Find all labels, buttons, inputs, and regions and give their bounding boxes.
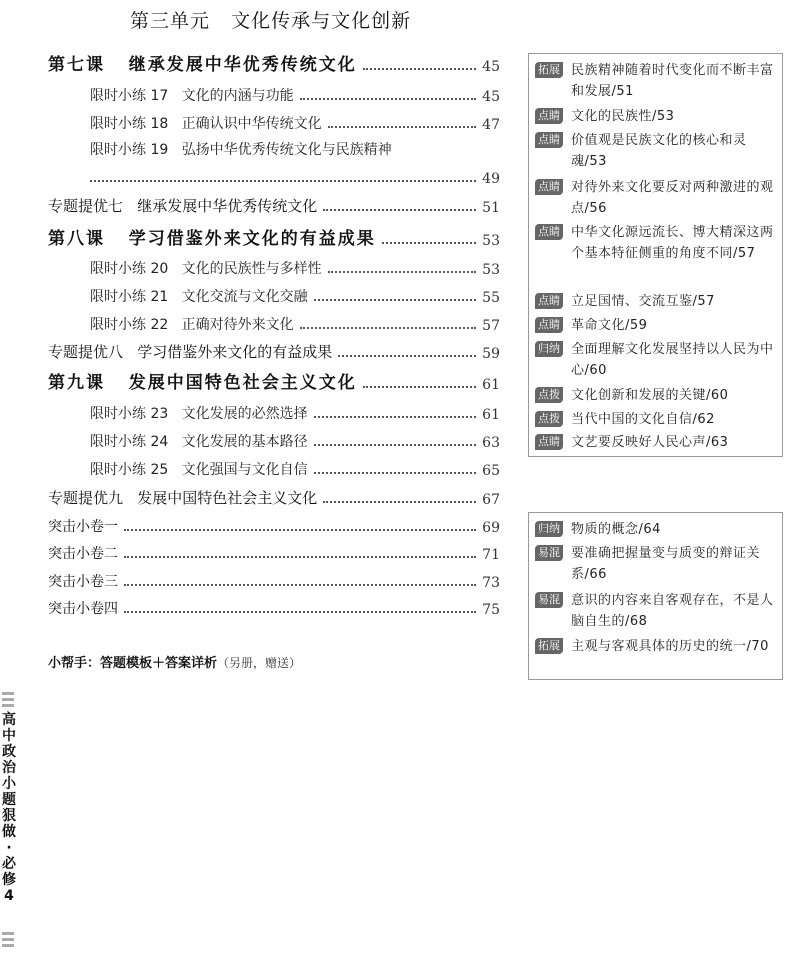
toc-label: 限时小练 17 文化的内涵与功能 xyxy=(90,88,294,104)
tip-badge: 点睛 xyxy=(535,293,563,309)
tip-text: 对待外来文化要反对两种激进的观点/56 xyxy=(571,180,774,216)
tip-text: 主观与客观具体的历史的统一/70 xyxy=(571,639,769,654)
toc-label: 限时小练 23 文化发展的必然选择 xyxy=(90,406,308,422)
tip-item xyxy=(535,315,779,336)
tip-badge: 归纳 xyxy=(535,341,563,357)
toc-drill xyxy=(90,284,500,306)
toc-drill xyxy=(90,457,500,479)
tip-item xyxy=(535,636,779,657)
tip-text: 民族精神随着时代变化而不断丰富和发展/51 xyxy=(571,63,774,99)
footer-extra: （另册，赠送） xyxy=(217,656,302,670)
toc-page: 51 xyxy=(482,200,500,216)
toc-label: 限时小练 18 正确认识中华传统文化 xyxy=(90,116,322,132)
tip-item xyxy=(535,106,779,127)
toc-page: 53 xyxy=(482,262,500,278)
tip-badge: 点睛 xyxy=(535,224,563,240)
tip-item xyxy=(535,543,779,585)
toc-drill xyxy=(90,256,500,278)
toc-drill xyxy=(90,83,500,105)
toc-lesson xyxy=(48,53,500,75)
toc-page: 63 xyxy=(482,435,500,451)
toc-label: 专题提优八 学习借鉴外来文化的有益成果 xyxy=(48,343,333,361)
toc-label: 限时小练 22 正确对待外来文化 xyxy=(90,317,294,333)
toc-page: 47 xyxy=(482,117,500,133)
toc-page: 45 xyxy=(482,89,500,105)
toc-label: 第七课 继承发展中华优秀传统文化 xyxy=(48,55,357,75)
toc-page: 61 xyxy=(482,377,500,393)
toc-page: 75 xyxy=(482,602,500,618)
tip-badge: 点拨 xyxy=(535,387,563,403)
toc-label: 第九课 发展中国特色社会主义文化 xyxy=(48,373,357,393)
spine-bar xyxy=(2,944,14,947)
tip-badge: 点拨 xyxy=(535,411,563,427)
toc-label: 专题提优九 发展中国特色社会主义文化 xyxy=(48,489,318,507)
toc-quiz xyxy=(48,514,500,536)
tip-text: 当代中国的文化自信/62 xyxy=(571,412,715,427)
tip-badge: 归纳 xyxy=(535,521,563,537)
toc-lesson xyxy=(48,371,500,393)
tip-item xyxy=(535,339,779,381)
toc-page: 65 xyxy=(482,463,500,479)
tip-badge: 易混 xyxy=(535,545,563,561)
toc-label: 突击小卷三 xyxy=(48,574,118,590)
toc-label: 限时小练 20 文化的民族性与多样性 xyxy=(90,261,322,277)
toc-page: 67 xyxy=(482,492,500,508)
toc-label: 限时小练 19 弘扬中华优秀传统文化与民族精神 xyxy=(90,142,392,158)
tip-item xyxy=(535,432,779,453)
toc-label: 限时小练 24 文化发展的基本路径 xyxy=(90,434,308,450)
tip-text: 立足国情、交流互鉴/57 xyxy=(571,294,715,309)
toc-topic xyxy=(48,486,500,508)
tip-item xyxy=(535,60,779,102)
toc-page: 49 xyxy=(482,171,500,187)
tip-item xyxy=(535,385,779,406)
tip-text: 意识的内容来自客观存在，不是人脑自生的/68 xyxy=(571,593,774,629)
tip-text: 全面理解文化发展坚持以人民为中心/60 xyxy=(571,342,774,378)
toc-drill xyxy=(90,429,500,451)
toc-page: 45 xyxy=(482,59,500,75)
tip-item xyxy=(535,222,779,264)
toc-lesson xyxy=(48,227,500,249)
toc-page: 73 xyxy=(482,575,500,591)
toc-quiz xyxy=(48,596,500,618)
spine-bar xyxy=(2,692,14,695)
tip-text: 革命文化/59 xyxy=(571,318,648,333)
toc-page: 57 xyxy=(482,318,500,334)
toc-label: 突击小卷二 xyxy=(48,546,118,562)
tip-item xyxy=(535,177,779,219)
tip-text: 文化的民族性/53 xyxy=(571,109,675,124)
tip-text: 文艺要反映好人民心声/63 xyxy=(571,435,729,450)
spine-book-title: 高中政治 小题狠做 · 必修4 xyxy=(2,712,16,904)
toc-label: 专题提优七 继承发展中华优秀传统文化 xyxy=(48,197,318,215)
tip-badge: 点睛 xyxy=(535,317,563,333)
toc-page: 69 xyxy=(482,520,500,536)
toc-page: 55 xyxy=(482,290,500,306)
toc-page: 71 xyxy=(482,547,500,563)
spine-bar xyxy=(2,704,14,707)
toc-topic xyxy=(48,340,500,362)
toc-quiz xyxy=(48,541,500,563)
toc-quiz xyxy=(48,569,500,591)
footer-note xyxy=(48,652,301,671)
tip-badge: 点睛 xyxy=(535,434,563,450)
toc-topic xyxy=(48,194,500,216)
toc-drill xyxy=(90,111,500,133)
toc-label: 突击小卷一 xyxy=(48,519,118,535)
tip-item xyxy=(535,130,779,172)
tip-item xyxy=(535,590,779,632)
tips-box-next-unit xyxy=(528,512,783,680)
tip-badge: 拓展 xyxy=(535,638,563,654)
tip-item xyxy=(535,409,779,430)
toc-drill xyxy=(90,312,500,334)
toc-page: 61 xyxy=(482,407,500,423)
toc-label: 突击小卷四 xyxy=(48,601,118,617)
toc-drill xyxy=(90,401,500,423)
tip-badge: 易混 xyxy=(535,592,563,608)
toc-drill-wrapped xyxy=(90,139,500,189)
toc-label: 限时小练 25 文化强国与文化自信 xyxy=(90,462,308,478)
tip-text: 文化创新和发展的关键/60 xyxy=(571,388,729,403)
tip-item xyxy=(535,519,779,540)
tip-text: 价值观是民族文化的核心和灵魂/53 xyxy=(571,133,747,169)
footer-main: 小帮手：答题模板＋答案详析 xyxy=(48,656,218,671)
tip-badge: 点睛 xyxy=(535,132,563,148)
toc-page: 53 xyxy=(482,233,500,249)
tip-badge: 拓展 xyxy=(535,62,563,78)
tip-text: 中华文化源远流长、博大精深这两个基本特征侧重的角度不同/57 xyxy=(571,225,774,261)
tip-badge: 点睛 xyxy=(535,108,563,124)
spine-bar xyxy=(2,938,14,941)
tip-item xyxy=(535,291,779,312)
tip-badge: 点睛 xyxy=(535,179,563,195)
unit-title: 第三单元 文化传承与文化创新 xyxy=(130,10,412,32)
toc-label: 限时小练 21 文化交流与文化交融 xyxy=(90,289,308,305)
toc-page: 59 xyxy=(482,346,500,362)
tip-text: 物质的概念/64 xyxy=(571,522,661,537)
tips-box-unit3 xyxy=(528,53,783,457)
spine-bar xyxy=(2,932,14,935)
spine-bar xyxy=(2,698,14,701)
tip-text: 要准确把握量变与质变的辩证关系/66 xyxy=(571,546,761,582)
toc-label: 第八课 学习借鉴外来文化的有益成果 xyxy=(48,229,376,249)
